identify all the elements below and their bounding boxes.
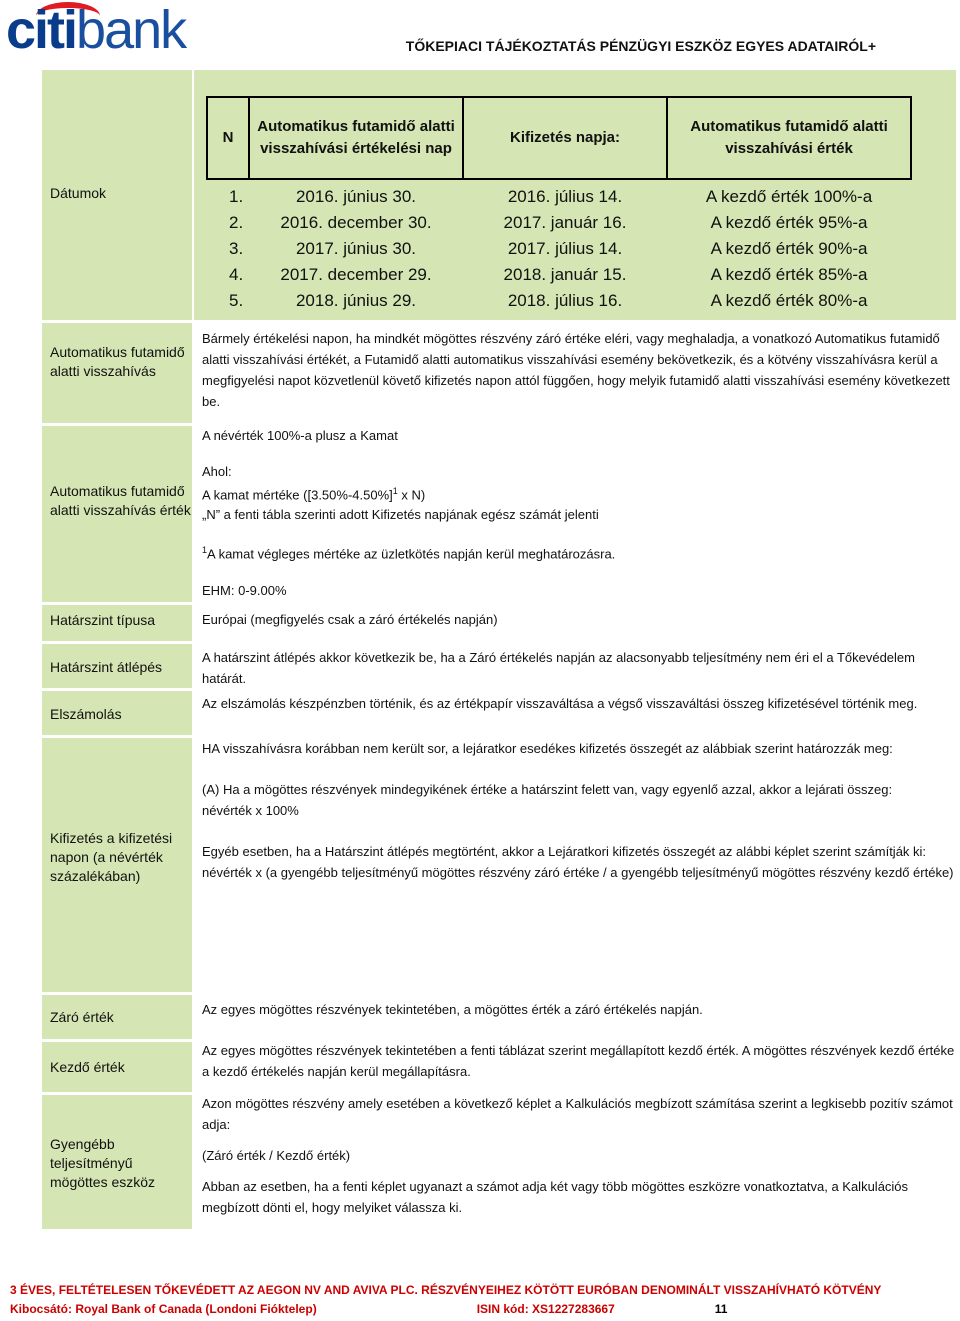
worst-formula: (Záró érték / Kezdő érték) <box>202 1148 351 1163</box>
label-closing: Záró érték <box>50 1009 114 1025</box>
citibank-logo: citibank <box>6 0 186 60</box>
label-payment: Kifizetés a kifizetési napon (a névérték százalékában) <box>50 830 173 884</box>
auto-call-value-section <box>194 425 956 601</box>
payment-case-a-value: névérték x 100% <box>202 803 299 818</box>
payment-date: 2017. július 14. <box>507 239 623 258</box>
barrier-type-text: Európai (megfigyelés csak a záró értékelés napján) <box>202 612 498 627</box>
table-row <box>207 210 911 236</box>
call-value: A kezdő érték 95%-a <box>710 213 868 232</box>
payment-date: 2017. január 16. <box>503 213 627 232</box>
payment-intro: HA visszahívásra korábban nem került sor, a lejáratkor esedékes kifizetés összegét az alábbiak szerint határozzák meg: <box>202 741 893 756</box>
document-title: TŐKEPIACI TÁJÉKOZTATÁS PÉNZÜGYI ESZKÖZ EGYES ADATAIRÓL+ <box>405 38 876 54</box>
call-value: A kezdő érték 100%-a <box>705 187 873 206</box>
initial-text: Az egyes mögöttes részvények tekintetében a fenti táblázat szerint megállapított kezdő érték. A mögöttes részvények kezdő értéke a kezdő értékelés napján kerül megállapításra. <box>202 1043 955 1079</box>
row-number: 3. <box>229 239 244 258</box>
payment-date: 2018. január 15. <box>503 265 627 284</box>
valuation-date: 2018. június 29. <box>295 291 417 310</box>
label-initial: Kezdő érték <box>50 1059 125 1075</box>
call-value: A kezdő érték 80%-a <box>710 291 868 310</box>
value-footnote: $^1$A kamat végleges mértéke az üzletkötés napján kerül meghatározásra. <box>202 545 616 562</box>
valuation-date: 2016. december 30. <box>280 213 432 232</box>
footer-issuer: Kibocsátó: Royal Bank of Canada (Londoni Fióktelep) <box>10 1302 317 1316</box>
valuation-date: 2017. december 29. <box>280 265 432 284</box>
label-auto-call: Automatikus futamidő alatti visszahívás <box>50 344 185 379</box>
value-line-1: A névérték 100%-a plusz a Kamat <box>202 428 398 443</box>
worst-text-3: Abban az esetben, ha a fenti képlet ugyanazt a számot adja két vagy több mögöttes eszközre vonatkoztatva, a Kalkulációs megbízott dönti el, hogy melyiket válassza ki. <box>202 1179 909 1215</box>
payment-case-b: Egyéb esetben, ha a Határszint átlépés megtörtént, akkor a Lejáratkori kifizetés összegét az alábbi képlet szerint számítják ki: <box>202 844 927 859</box>
payment-section <box>194 738 956 883</box>
footer-info <box>10 1302 747 1316</box>
worst-text-1: Azon mögöttes részvény amely esetében a következő képlet a Kalkulációs megbízott számítása szerint a legkisebb pozitív számot adja: <box>202 1096 953 1132</box>
header-call-value: Automatikus futamidő alatti visszahívási érték <box>667 97 911 179</box>
valuation-date: 2017. június 30. <box>295 239 417 258</box>
label-auto-call-value: Automatikus futamidő alatti visszahívás érték <box>50 483 191 518</box>
worst-section <box>194 1093 956 1218</box>
label-worst: Gyengébb teljesítményű mögöttes eszköz <box>50 1136 156 1190</box>
row-number: 4. <box>229 265 244 284</box>
value-rate: A kamat mértéke ($[3.50\%-4.50\%]^1$ x N) <box>202 486 426 503</box>
row-number: 2. <box>229 213 244 232</box>
header-valuation-date: Automatikus futamidő alatti visszahívási értékelési nap <box>249 97 463 179</box>
call-value: A kezdő érték 85%-a <box>710 265 868 284</box>
table-row <box>207 262 911 288</box>
label-barrier-type: Határszint típusa <box>50 612 156 628</box>
table-row <box>207 184 911 210</box>
dates-table <box>206 96 912 314</box>
label-datumok: Dátumok <box>50 185 107 201</box>
row-number: 1. <box>229 187 244 206</box>
label-barrier-breach: Határszint átlépés <box>50 659 163 675</box>
header-n: N <box>207 97 249 179</box>
call-value: A kezdő érték 90%-a <box>710 239 868 258</box>
row-number: 5. <box>229 291 244 310</box>
table-row <box>207 288 911 314</box>
footer-isin: ISIN kód: XS1227283667 <box>476 1302 615 1316</box>
value-ahol: Ahol: <box>202 464 232 479</box>
payment-date: 2016. július 14. <box>507 187 623 206</box>
closing-text: Az egyes mögöttes részvények tekintetében, a mögöttes érték a záró értékelés napján. <box>202 1002 703 1017</box>
settlement-text: Az elszámolás készpénzben történik, és az értékpapír visszaváltása a végső visszaváltási összeg kifizetésével történik meg. <box>202 696 918 711</box>
value-n-definition: „N” a fenti tábla szerinti adott Kifizetés napjának egész számát jelenti <box>202 507 599 523</box>
table-row <box>207 236 911 262</box>
valuation-date: 2016. június 30. <box>295 187 417 206</box>
auto-call-text: Bármely értékelési napon, ha mindkét mögöttes részvény záró értéke eléri, vagy meghaladja, a vonatkozó Automatikus futamidő alatti visszahívási értékét, a Futamidő alatti automatikus visszahívási esemény bekövetkezik, és a kötvény visszahívásra kerül a megfigyelési napot közvetlenül követő kifizetés napon attól függően, hogy melyik futamidő alatti visszahívási esemény következett be. <box>202 331 950 409</box>
label-settlement: Elszámolás <box>50 706 122 722</box>
value-ehm: EHM: 0-9.00% <box>202 582 287 598</box>
payment-case-b-value: névérték x (a gyengébb teljesítményű mögöttes részvény záró értéke / a gyengébb teljesítményű mögöttes részvény kezdő értéke) <box>202 865 954 880</box>
barrier-breach-text: A határszint átlépés akkor következik be, ha a Záró értékelés napján az alacsonyabb teljesítmény nem éri el a Tőkevédelem határát. <box>202 650 915 686</box>
payment-case-a: (A) Ha a mögöttes részvények mindegyikének értéke a határszint felett van, vagy egyenlő azzal, akkor a lejárati összeg: <box>202 782 893 797</box>
header-payment-date: Kifizetés napja: <box>463 97 667 179</box>
page-number: 11 <box>714 1302 728 1316</box>
payment-date: 2018. július 16. <box>507 291 623 310</box>
dates-table-header-row <box>207 97 911 179</box>
footer-product-name: 3 ÉVES, FELTÉTELESEN TŐKEVÉDETT AZ AEGON NV AND AVIVA PLC. RÉSZVÉNYEIHEZ KÖTÖTT EURÓBAN DENOMINÁLT VISSZAHÍVHATÓ KÖTVÉNY <box>10 1283 882 1297</box>
